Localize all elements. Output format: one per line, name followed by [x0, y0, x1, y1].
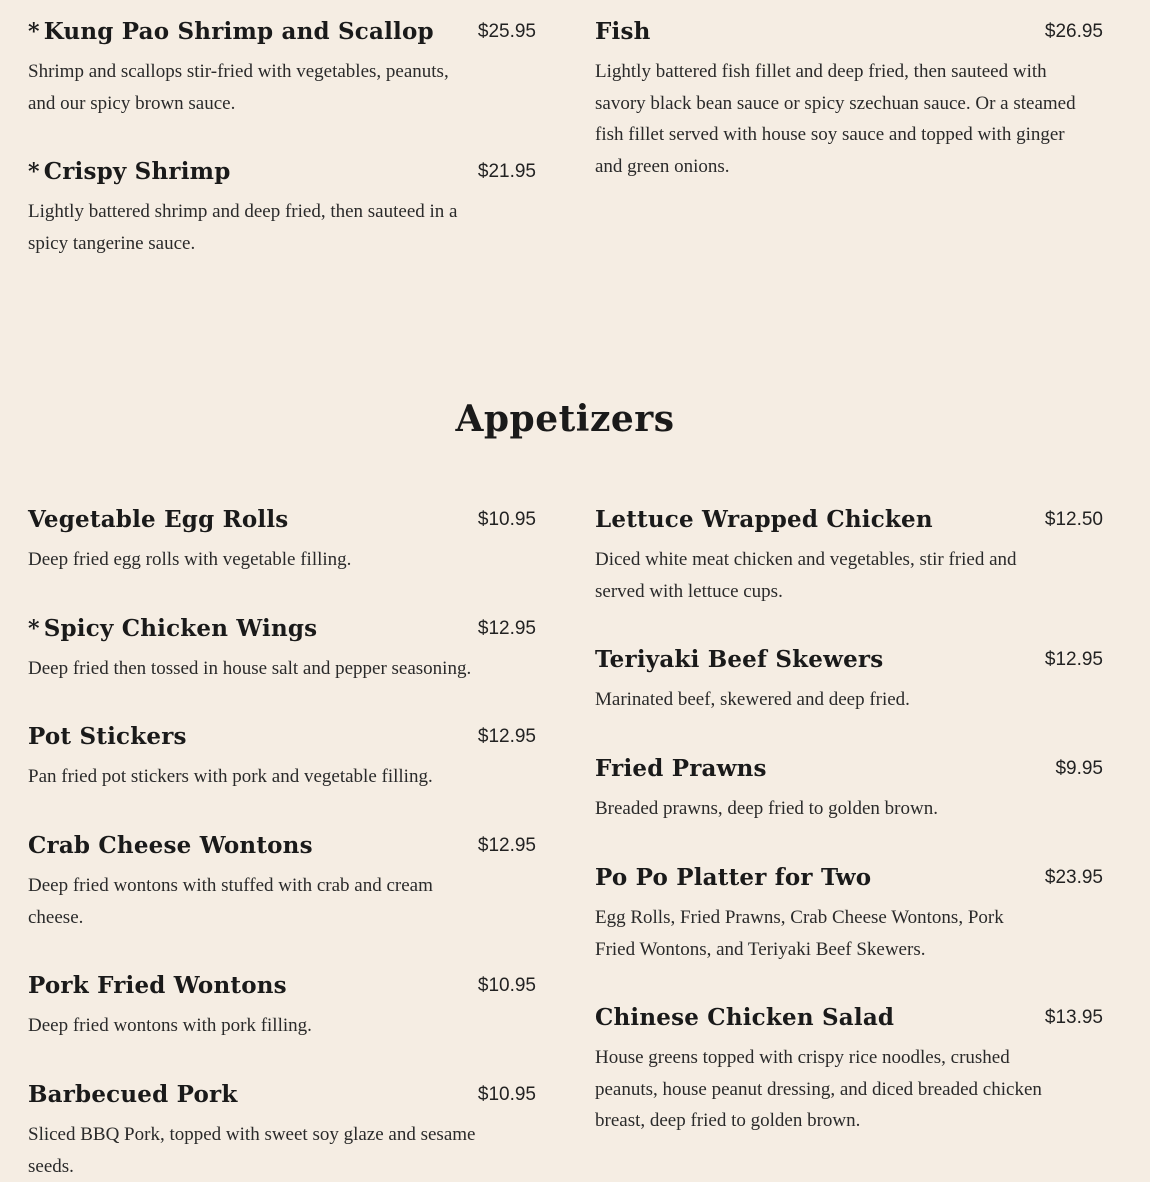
- spicy-star-icon: *: [28, 616, 40, 642]
- item-name: Fried Prawns: [595, 755, 767, 782]
- item-price: $13.95: [1044, 1007, 1103, 1028]
- item-price: $10.95: [477, 509, 536, 530]
- menu-item: [595, 646, 1103, 716]
- menu-item: [28, 615, 536, 685]
- item-price: $12.95: [1044, 649, 1103, 670]
- menu-item: [595, 18, 1103, 182]
- item-price: $21.95: [477, 161, 536, 182]
- item-description: Lightly battered fish fillet and deep fried, then sauteed with savory black bean sauce or spicy szechuan sauce. Or a steamed fish fillet served with house soy sauce and topped with ginger and green onions.: [595, 61, 1076, 177]
- item-price: $10.95: [477, 1084, 536, 1105]
- item-description: Sliced BBQ Pork, topped with sweet soy glaze and sesame seeds.: [28, 1124, 476, 1177]
- item-name: Pot Stickers: [28, 723, 187, 750]
- item-description: Breaded prawns, deep fried to golden brown.: [595, 798, 938, 819]
- menu-item: [595, 755, 1103, 825]
- item-description: Deep fried egg rolls with vegetable filling.: [28, 549, 352, 570]
- item-name: * Kung Pao Shrimp and Scallop: [28, 18, 434, 45]
- item-description: Diced white meat chicken and vegetables, stir fried and served with lettuce cups.: [595, 549, 1017, 602]
- spicy-star-icon: *: [28, 19, 40, 45]
- item-description: Shrimp and scallops stir-fried with vegetables, peanuts, and our spicy brown sauce.: [28, 61, 449, 114]
- menu-item: [28, 972, 536, 1042]
- menu-item: [595, 506, 1103, 607]
- item-description: Egg Rolls, Fried Prawns, Crab Cheese Wontons, Pork Fried Wontons, and Teriyaki Beef Skewers.: [595, 907, 1004, 960]
- menu-item: [28, 832, 536, 933]
- item-price: $12.95: [477, 835, 536, 856]
- item-price: $23.95: [1044, 867, 1103, 888]
- spicy-star-icon: *: [28, 159, 40, 185]
- item-name: Pork Fried Wontons: [28, 972, 287, 999]
- item-price: $26.95: [1044, 21, 1103, 42]
- item-price: $12.50: [1044, 509, 1103, 530]
- item-name: Teriyaki Beef Skewers: [595, 646, 884, 673]
- menu-item: [595, 864, 1103, 965]
- item-description: Marinated beef, skewered and deep fried.: [595, 689, 910, 710]
- item-name: Chinese Chicken Salad: [595, 1004, 895, 1031]
- section-title: Appetizers: [455, 398, 675, 440]
- item-name: Barbecued Pork: [28, 1081, 238, 1108]
- item-price: $25.95: [477, 21, 536, 42]
- item-name: Fish: [595, 18, 651, 45]
- item-name: * Crispy Shrimp: [28, 158, 231, 185]
- menu-item: [28, 506, 536, 576]
- item-name: Lettuce Wrapped Chicken: [595, 506, 933, 533]
- item-price: $12.95: [477, 726, 536, 747]
- item-name: Crab Cheese Wontons: [28, 832, 313, 859]
- menu-item: [28, 723, 536, 793]
- item-price: $9.95: [1055, 758, 1103, 779]
- menu-item: [595, 1004, 1103, 1137]
- menu-item: [28, 158, 536, 259]
- item-description: Lightly battered shrimp and deep fried, then sauteed in a spicy tangerine sauce.: [28, 201, 458, 254]
- menu-item: [28, 18, 536, 119]
- item-name: Vegetable Egg Rolls: [28, 506, 289, 533]
- item-name: * Spicy Chicken Wings: [28, 615, 318, 642]
- item-name: Po Po Platter for Two: [595, 864, 872, 891]
- menu-item: [28, 1081, 536, 1182]
- item-description: Deep fried then tossed in house salt and pepper seasoning.: [28, 658, 472, 679]
- item-description: Pan fried pot stickers with pork and vegetable filling.: [28, 766, 433, 787]
- item-price: $10.95: [477, 975, 536, 996]
- item-price: $12.95: [477, 618, 536, 639]
- item-description: Deep fried wontons with pork filling.: [28, 1015, 312, 1036]
- item-description: House greens topped with crispy rice noodles, crushed peanuts, house peanut dressing, and diced breaded chicken breast, deep fried to golden brown.: [595, 1047, 1042, 1131]
- item-description: Deep fried wontons with stuffed with crab and cream cheese.: [28, 875, 433, 928]
